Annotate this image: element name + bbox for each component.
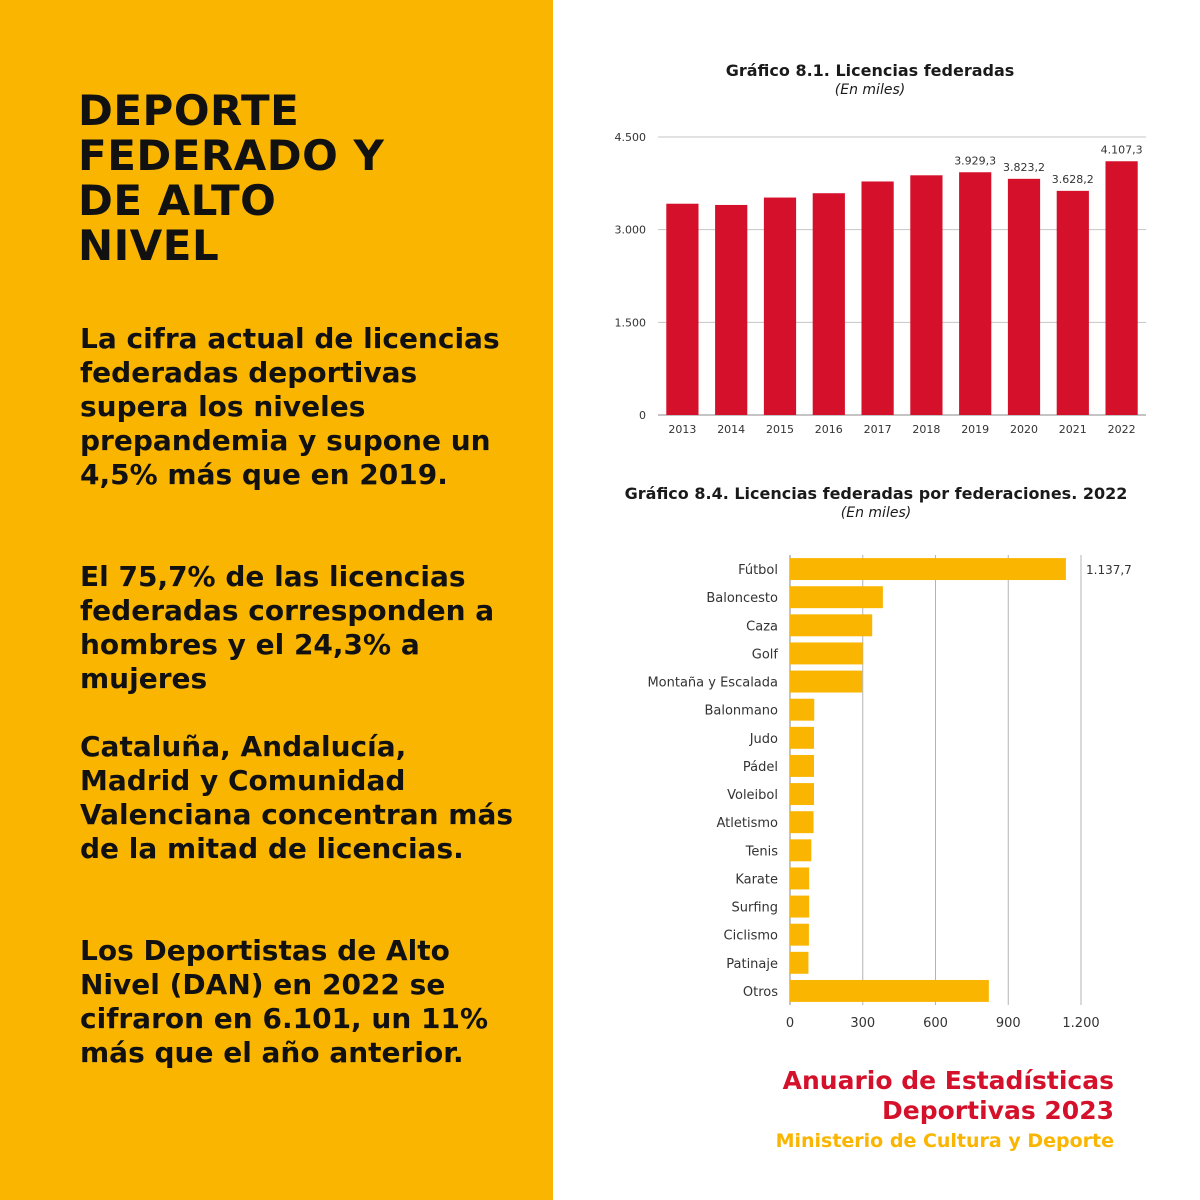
bar-Judo (790, 727, 814, 749)
y-tick-label: Voleibol (727, 788, 778, 804)
y-tick-label: Baloncesto (706, 591, 778, 607)
paragraph-comunidades: Cataluña, Andalucía, Madrid y Comunidad Valenciana concentran más de la mitad de licencias. (80, 730, 514, 865)
y-tick-label: Surfing (731, 900, 778, 916)
bar-Tenis (790, 839, 811, 861)
x-tick-label: 2014 (717, 423, 746, 436)
y-tick-label: 1.500 (614, 316, 646, 330)
title-line: DEPORTE (78, 86, 300, 135)
bar-Voleibol (790, 783, 814, 805)
paragraph-dan: Los Deportistas de Alto Nivel (DAN) en 2022 se cifraron en 6.101, un 11% más que el año anterior. (80, 934, 489, 1069)
chart1-title: Gráfico 8.1. Licencias federadas (725, 61, 1015, 80)
bar-Balonmano (790, 699, 814, 721)
y-tick-label: Fútbol (738, 563, 778, 579)
x-tick-label: 1.200 (1062, 1016, 1100, 1031)
bar-Montaña y Escalada (790, 671, 862, 693)
y-tick-label: Judo (749, 731, 778, 747)
bar-Surfing (790, 896, 809, 918)
x-tick-label: 0 (785, 1016, 795, 1031)
y-tick-label: Golf (751, 647, 778, 663)
y-tick-label: Montaña y Escalada (647, 675, 778, 691)
y-tick-label: Otros (742, 984, 778, 1000)
data-label: 3.823,2 (1003, 160, 1045, 174)
title-line: DE ALTO (78, 176, 277, 225)
paragraph-genero: El 75,7% de las licencias federadas corresponden a hombres y el 24,3% a mujeres (80, 560, 495, 695)
bar-Golf (790, 642, 863, 664)
x-tick-label: 2021 (1058, 423, 1087, 436)
x-tick-label: 2017 (863, 423, 892, 436)
data-label: 4.107,3 (1100, 143, 1143, 157)
title-line: NIVEL (78, 221, 220, 270)
chart2-subtitle: (En miles) (840, 505, 912, 521)
data-label: 1.137,7 (1086, 563, 1132, 578)
bar-Atletismo (790, 811, 814, 833)
footer-line1: Anuario de Estadísticas (782, 1066, 1114, 1095)
x-tick-label: 300 (850, 1016, 876, 1031)
x-tick-label: 2018 (912, 423, 941, 436)
x-tick-label: 2013 (668, 423, 697, 436)
y-tick-label: Patinaje (726, 956, 778, 972)
x-tick-label: 2019 (961, 423, 990, 436)
title-line: FEDERADO Y (78, 131, 385, 180)
y-tick-label: Balonmano (704, 703, 778, 719)
footer-line2: Deportivas 2023 (882, 1096, 1114, 1125)
y-tick-label: Ciclismo (723, 928, 778, 944)
y-tick-label: Pádel (742, 759, 778, 775)
x-tick-label: 2016 (814, 423, 843, 436)
chart2-title: Gráfico 8.4. Licencias federadas por federaciones. 2022 (624, 484, 1128, 503)
bar-Ciclismo (790, 924, 809, 946)
y-tick-label: Karate (735, 872, 778, 888)
bar-Patinaje (790, 952, 808, 974)
footer-line3: Ministerio de Cultura y Deporte (775, 1130, 1114, 1152)
y-tick-label: Tenis (745, 844, 778, 860)
bar-Pádel (790, 755, 814, 777)
bar-Caza (790, 614, 872, 636)
x-tick-label: 2022 (1107, 423, 1136, 436)
x-tick-label: 600 (923, 1016, 948, 1031)
data-label: 3.929,3 (954, 154, 997, 168)
y-tick-label: 3.000 (614, 223, 646, 237)
y-tick-label: 4.500 (614, 131, 646, 144)
chart1-subtitle: (En miles) (834, 82, 906, 98)
paragraph-licencias: La cifra actual de licencias federadas deportivas supera los niveles prepandemia y supone un 4,5% más que en 2019. (80, 322, 500, 491)
y-tick-label: Caza (746, 619, 778, 635)
bar-Karate (790, 867, 809, 889)
data-label: 3.628,2 (1051, 172, 1094, 186)
x-tick-label: 2015 (766, 423, 794, 436)
bar-Baloncesto (790, 586, 883, 608)
y-tick-label: Atletismo (716, 816, 778, 832)
bar-Otros (790, 980, 989, 1002)
bar-Fútbol (790, 558, 1066, 580)
y-tick-label: 0 (639, 409, 646, 422)
x-tick-label: 2020 (1010, 423, 1038, 436)
x-tick-label: 900 (995, 1016, 1021, 1031)
